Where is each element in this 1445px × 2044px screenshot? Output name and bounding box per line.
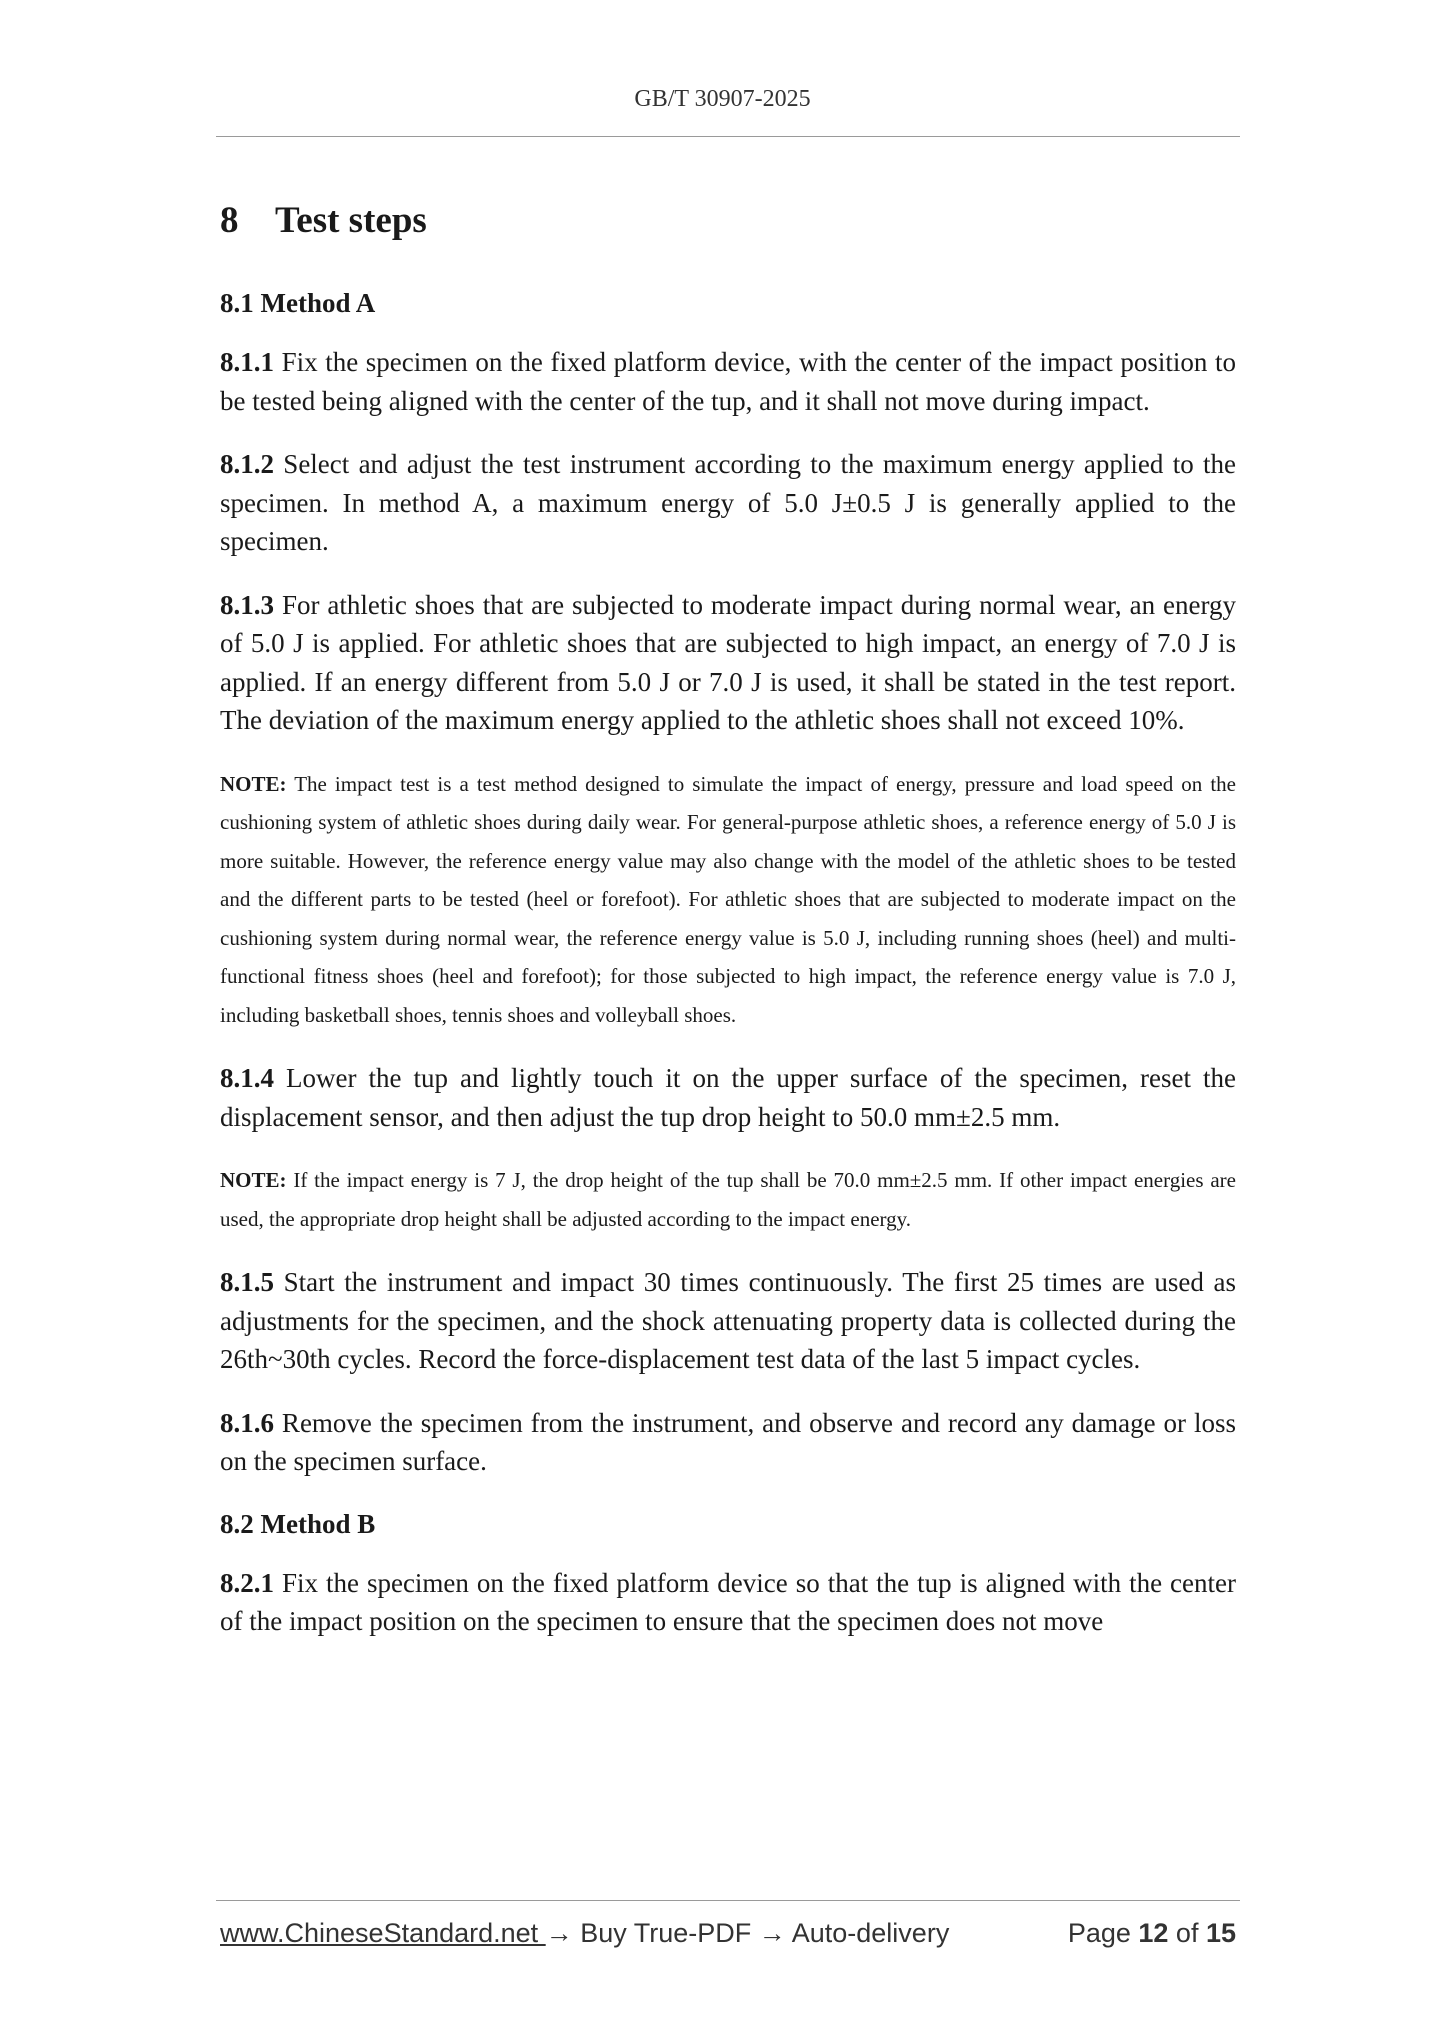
clause-text: Select and adjust the test instrument according to the maximum energy applied to the specimen. In method A, a maximum energy of 5.0 J±0.5 J is generally applied to the specimen. [220,449,1236,556]
note-label: NOTE: [220,771,287,796]
clause-number: 8.1.5 [220,1267,274,1297]
footer-divider [216,1900,1240,1901]
subsection-heading-method-a: 8.1 Method A [220,288,376,318]
clause-text: Start the instrument and impact 30 times continuously. The first 25 times are used as adjustments for the specimen, and the shock attenuating property data is collected during the 26th~30th cycles. Record the force-displacement test data of the last 5 impact cycles. [220,1267,1236,1374]
total-pages-number: 15 [1205,1918,1236,1948]
note-reference-energy [220,765,1236,1035]
clause-text: For athletic shoes that are subjected to moderate impact during normal wear, an energy of 5.0 J is applied. For athletic shoes that are subjected to high impact, an energy of 7.0 J is applied. If an energy different from 5.0 J or 7.0 J is used, it shall be stated in the test report. The deviation of the maximum energy applied to the athletic shoes shall not exceed 10%. [220,589,1236,735]
page-label: Page [1067,1918,1139,1948]
clause-number: 8.1.6 [220,1407,274,1438]
note-label: NOTE: [220,1168,287,1192]
clause-8-1-3 [220,586,1236,740]
current-page-number: 12 [1138,1918,1169,1948]
clause-8-1-4 [220,1059,1236,1136]
clause-number: 8.1.1 [220,347,274,377]
clause-number: 8.1.3 [220,589,274,620]
running-header: GB/T 30907-2025 [634,86,811,112]
footer-tagline: → Buy True-PDF → Auto-delivery [545,1918,950,1948]
clause-text: Lower the tup and lightly touch it on the upper surface of the specimen, reset the displacement sensor, and then adjust the tup drop height to 50.0 mm±2.5 mm. [220,1063,1236,1132]
page-indicator [1068,1918,1236,1949]
page-of-label: of [1168,1918,1206,1948]
note-text: If the impact energy is 7 J, the drop height of the tup shall be 70.0 mm±2.5 mm. If other impact energies are used, the appropriate drop height shall be adjusted according to the impact energy. [220,1168,1236,1231]
page-footer [220,1918,1236,1958]
section-heading [220,195,1236,247]
page-body [220,195,1236,1666]
footer-promo [220,1918,949,1949]
subsection-heading-method-b: 8.2 Method B [220,1508,376,1539]
note-drop-height [220,1161,1236,1238]
clause-text: Fix the specimen on the fixed platform device so that the tup is aligned with the center of the impact position on the specimen to ensure that the specimen does not move [220,1567,1236,1636]
clause-number: 8.1.2 [220,449,274,479]
section-number: 8 [220,200,239,241]
clause-number: 8.1.4 [220,1063,274,1093]
header-divider [216,136,1240,137]
section-title: Test steps [275,200,427,241]
clause-8-1-1 [220,343,1236,420]
clause-8-1-5 [220,1263,1236,1379]
clause-number: 8.2.1 [220,1567,274,1598]
clause-8-1-2 [220,445,1236,561]
clause-8-2-1 [220,1564,1236,1641]
website-link[interactable]: www.ChineseStandard.net [220,1918,546,1948]
clause-8-1-6 [220,1404,1236,1481]
clause-text: Fix the specimen on the fixed platform device, with the center of the impact position to be tested being aligned with the center of the tup, and it shall not move during impact. [220,347,1236,416]
clause-text: Remove the specimen from the instrument, and observe and record any damage or loss on the specimen surface. [220,1407,1236,1476]
note-text: The impact test is a test method designed to simulate the impact of energy, pressure and load speed on the cushioning system of athletic shoes during daily wear. For general-purpose athletic shoes, a reference energy of 5.0 J is more suitable. However, the reference energy value may also change with the model of the athletic shoes to be tested and the different parts to be tested (heel or forefoot). For athletic shoes that are subjected to moderate impact on the cushioning system during normal wear, the reference energy value is 5.0 J, including running shoes (heel) and multi-functional fitness shoes (heel and forefoot); for those subjected to high impact, the reference energy value is 7.0 J, including basketball shoes, tennis shoes and volleyball shoes. [220,771,1236,1027]
